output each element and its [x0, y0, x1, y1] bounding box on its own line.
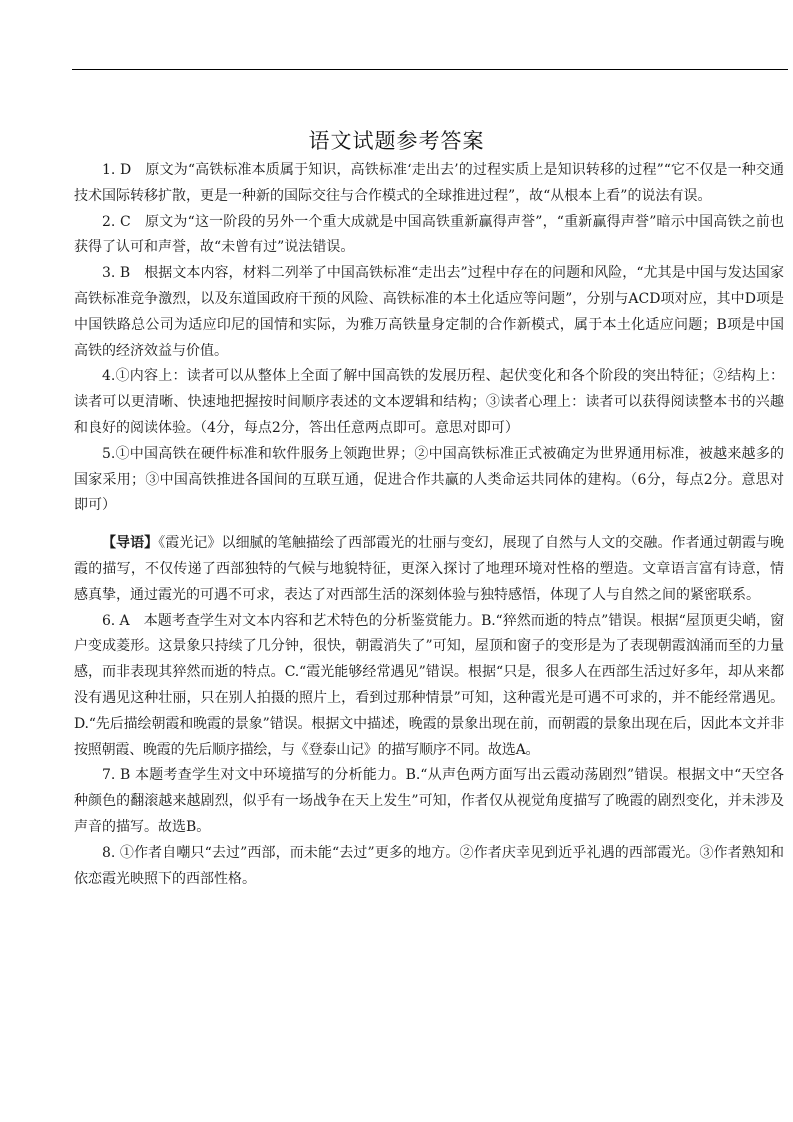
answer-8: 8. ①作者自嘲只“去过”西部，而未能“去过”更多的地方。②作者庆幸见到近乎礼遇的西部霞光。③作者熟知和依恋霞光映照下的西部性格。 [74, 844, 784, 887]
answer-1: 1. D 原文为“高铁标准本质属于知识，高铁标准‘走出去’的过程实质上是知识转移的过程”“它不仅是一种交通技术国际转移扩散，更是一种新的国际交往与合作模式的全球推进过程”，故“从根本上看”的说法有误。 [74, 162, 784, 204]
answer-3: 3. B 根据文本内容，材料二列举了中国高铁标准“走出去”过程中存在的问题和风险，“尤其是中国与发达国家高铁标准竞争激烈，以及东道国政府干预的风险、高铁标准的本土化适应等问题”，分别与ACD项对应，其中D项是中国铁路总公司为适应印尼的国情和实际，为雅万高铁量身定制的合作新模式，属于本土化适应问题；B项是中国高铁的经济效益与价值。 [74, 265, 784, 359]
guide-paragraph [74, 531, 784, 608]
answer-6: 6. A 本题考查学生对文本内容和艺术特色的分析鉴赏能力。B.“猝然而逝的特点”错误。根据“屋顶更尖峭，窗户变成菱形。这景象只持续了几分钟，很快，朝霞消失了”可知，屋顶和窗子的变形是为了表现朝霞汹涌而至的力量感，而非表现其猝然而逝的特点。C.“霞光能够经常遇见”错误。根据“只是，很多人在西部生活过好多年，却从来都没有遇见这种壮丽，只在别人拍摄的照片上，看到过那种情景”可知，这种霞光是可遇不可求的，并不能经常遇见。D.“先后描绘朝霞和晚霞的景象”错误。根据文中描述，晚霞的景象出现在前，而朝霞的景象出现在后，因此本文并非按照朝霞、晚霞的先后顺序描绘，与《登泰山记》的描写顺序不同。故选A。 [74, 612, 784, 758]
answer-body [74, 158, 784, 892]
guide-label: 【导语】 [102, 535, 159, 552]
answer-4: 4.①内容上：读者可以从整体上全面了解中国高铁的发展历程、起伏变化和各个阶段的突出特征；②结构上：读者可以更清晰、快速地把握按时间顺序表述的文本逻辑和结构；③读者心理上：读者可以获得阅读整本书的兴趣和良好的阅读体验。（4分，每点2分，答出任意两点即可。意思对即可） [74, 368, 784, 436]
page-title: 语文试题参考答案 [308, 129, 485, 153]
answer-2: 2. C 原文为“这一阶段的另外一个重大成就是中国高铁重新赢得声誉”，“重新赢得声誉”暗示中国高铁之前也获得了认可和声誉，故“未曾有过”说法错误。 [74, 213, 784, 256]
answer-5: 5.①中国高铁在硬件标准和软件服务上领跑世界；②中国高铁标准正式被确定为世界通用标准，被越来越多的国家采用；③中国高铁推进各国间的互联互通，促进合作共赢的人类命运共同体的建构。（6分，每点2分。意思对即可） [74, 445, 784, 514]
header-rule [72, 69, 788, 70]
guide-text: 《霞光记》以细腻的笔触描绘了西部霞光的壮丽与变幻，展现了自然与人文的交融。作者通过朝霞与晚霞的描写，不仅传递了西部独特的气候与地貌特征，更深入探讨了地理环境对性格的塑造。文章语言富有诗意，情感真挚，通过霞光的可遇不可求，表达了对西部生活的深刻体验与独特感悟，体现了人与自然之间的紧密联系。 [74, 535, 784, 603]
answer-7: 7. B 本题考查学生对文中环境描写的分析能力。B.“从声色两方面写出云霞动荡剧烈”错误。根据文中“天空各种颜色的翻滚越来越剧烈，似乎有一场战争在天上发生”可知，作者仅从视觉角度描写了晚霞的剧烈变化，并未涉及声音的描写。故选B。 [74, 767, 784, 835]
